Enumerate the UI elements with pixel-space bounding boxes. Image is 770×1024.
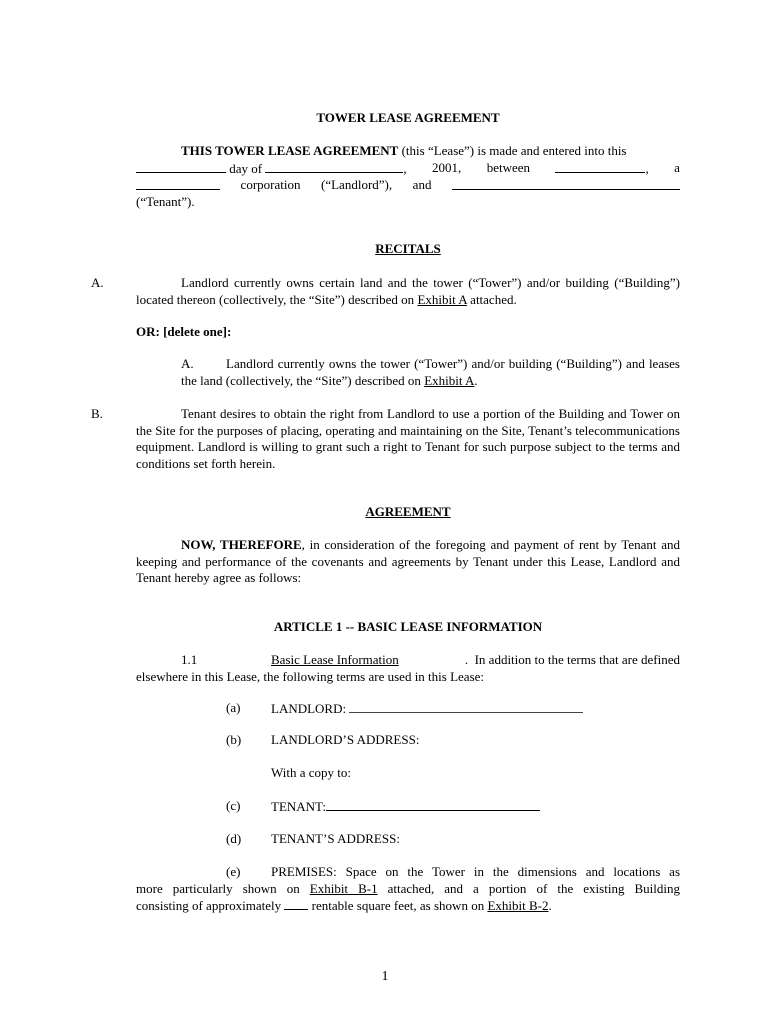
recital-a-marker: A.: [91, 275, 104, 290]
intro-comma: ,: [403, 160, 407, 176]
intro-line-1: [136, 143, 680, 160]
recital-alt-marker: A.: [181, 356, 194, 371]
landlord-address-label: LANDLORD’S ADDRESS:: [271, 732, 420, 747]
recital-alt-a: [136, 356, 680, 389]
landlord-blank[interactable]: [349, 700, 583, 713]
item-b-label: (b): [226, 732, 242, 747]
intro-a: a: [674, 159, 680, 175]
tenant-blank[interactable]: [326, 798, 540, 811]
document-title: TOWER LEASE AGREEMENT: [316, 110, 500, 125]
section-1-1-title-group: [271, 652, 680, 669]
recital-a-end: attached.: [466, 291, 517, 307]
day-blank[interactable]: [136, 160, 226, 173]
item-e-text-2b: attached, and a portion of the existing Building: [377, 880, 680, 896]
item-e-label: (e): [226, 864, 241, 879]
copy-to-label: With a copy to:: [271, 765, 351, 780]
item-e-line-2: [136, 881, 680, 898]
intro-comma-2: ,: [645, 160, 649, 176]
or-delete-one-label: OR: [delete one]:: [136, 324, 232, 339]
item-e: [136, 864, 680, 915]
exhibit-b2-link[interactable]: Exhibit B-2: [487, 898, 549, 913]
recital-b-marker: B.: [91, 406, 103, 421]
state-blank[interactable]: [136, 177, 220, 190]
agreement-heading: AGREEMENT: [365, 504, 451, 519]
agreement-body: , in consideration of the foregoing and payment of rent by Tenant and keeping and performance of the covenants and agreements by Tenant under this Lease, Landlord and Tenant hereby agree as follows:: [136, 537, 680, 585]
basic-lease-info-title: Basic Lease Information: [271, 652, 399, 667]
section-1-1: [136, 652, 680, 685]
intro-tenant: (“Tenant”).: [136, 193, 195, 209]
intro-day-of: day of: [229, 160, 263, 176]
recital-a-text: [136, 275, 680, 308]
intro-lead: THIS TOWER LEASE AGREEMENT: [181, 143, 399, 158]
page-number: 1: [381, 969, 389, 984]
square-feet-blank[interactable]: [284, 897, 308, 910]
item-c: [271, 798, 540, 816]
item-a-label: (a): [226, 700, 241, 715]
item-c-label: (c): [226, 798, 241, 813]
agreement-paragraph: [136, 537, 680, 587]
item-e-line-1: [136, 864, 680, 881]
agreement-lead: NOW, THEREFORE: [181, 537, 302, 552]
item-e-text-3c: .: [548, 898, 552, 913]
intro-and: and: [412, 177, 432, 192]
recital-alt-body: Landlord currently owns the tower (“Tower”) and/or building (“Building”) and leases the land (collectively, the “Site”) described on: [181, 356, 680, 388]
exhibit-a-link-2[interactable]: Exhibit A: [424, 372, 475, 388]
landlord-label: LANDLORD:: [271, 701, 350, 716]
recitals-heading: RECITALS: [375, 241, 441, 256]
item-e-line-3: [136, 897, 680, 915]
intro-party-group: [555, 160, 648, 178]
intro-lead-rest: (this “Lease”) is made and entered into this: [398, 143, 627, 158]
recital-alt-end: .: [474, 372, 478, 388]
item-a: [271, 700, 583, 718]
article-1-heading: ARTICLE 1 -- BASIC LEASE INFORMATION: [273, 619, 543, 634]
tenant-label: TENANT:: [271, 799, 326, 814]
intro-day-group: [136, 160, 407, 178]
exhibit-b1-link[interactable]: Exhibit B-1: [309, 880, 378, 896]
item-e-text-1: PREMISES: Space on the Tower in the dimensions and locations as: [271, 864, 680, 879]
item-d-label: (d): [226, 831, 242, 846]
intro-line-3: [136, 177, 680, 194]
intro-landlord: (“Landlord”),: [321, 177, 393, 192]
tenant-name-blank[interactable]: [452, 177, 680, 190]
item-e-text-2a: more particularly shown on: [136, 880, 310, 896]
item-e-text-3a: consisting of approximately: [136, 898, 285, 913]
section-1-1-text: . In addition to the terms that are defined: [464, 652, 680, 667]
month-blank[interactable]: [265, 160, 403, 173]
landlord-name-blank[interactable]: [555, 160, 645, 173]
tenant-address-label: TENANT’S ADDRESS:: [271, 831, 400, 846]
exhibit-a-link[interactable]: Exhibit A: [417, 291, 467, 307]
recital-alt-a-line-1: [136, 356, 680, 389]
intro-line-2: [136, 160, 680, 178]
section-1-1-number: 1.1: [181, 652, 198, 667]
intro-paragraph: [136, 143, 680, 210]
item-e-text-3b: rentable square feet, as shown on: [308, 898, 488, 913]
intro-year: 2001,: [432, 159, 462, 175]
intro-corporation: corporation: [240, 177, 301, 192]
intro-between: between: [486, 159, 531, 175]
recital-b-text: Tenant desires to obtain the right from Landlord to use a portion of the Building and Tower on the Site for the purposes of placing, operating and maintaining on the Site, Tenant’s telecommunications equipment. Landlord is willing to grant such a right to Tenant for such purpose subject to the terms and conditions set forth herein.: [136, 406, 680, 471]
recital-a-body: Landlord currently owns certain land and the tower (“Tower”) and/or building (“Building”) located thereon (collectively, the “Site”) described on: [136, 275, 680, 307]
section-1-1-line-2: elsewhere in this Lease, the following terms are used in this Lease:: [136, 668, 485, 684]
section-1-1-line-1: [136, 652, 680, 669]
